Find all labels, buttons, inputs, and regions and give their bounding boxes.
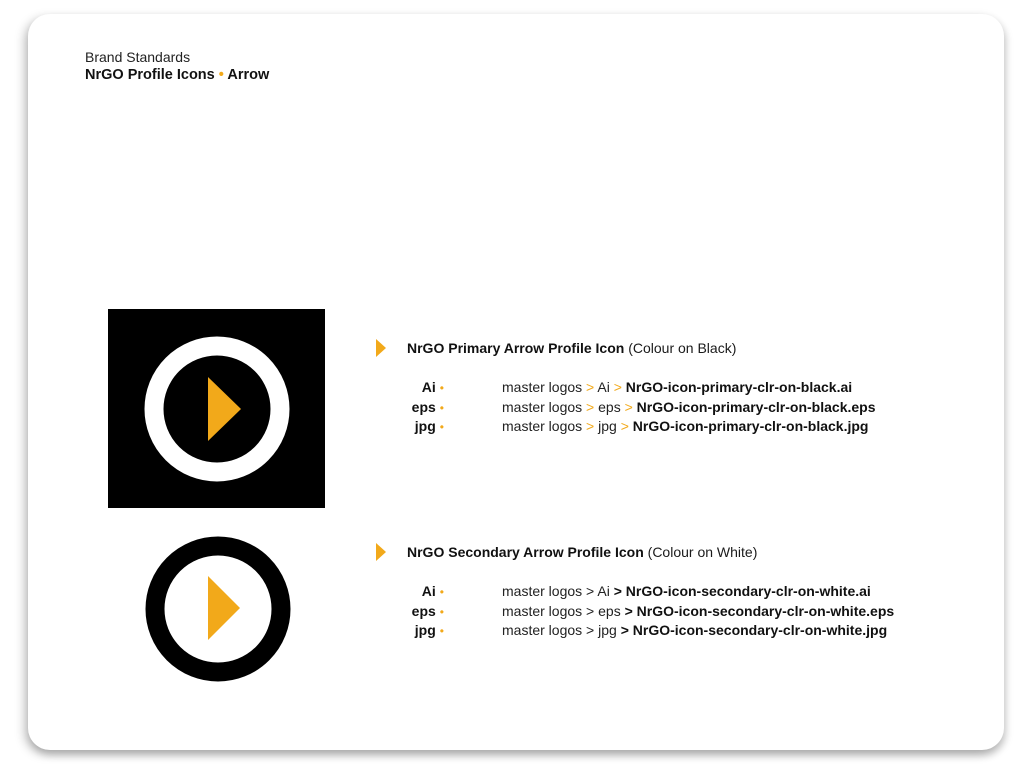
file-path: master logos > Ai > NrGO-icon-secondary-clr-on-white.ai bbox=[502, 583, 871, 599]
file-name: NrGO-icon-secondary-clr-on-white.eps bbox=[636, 602, 895, 619]
bullet-icon: • bbox=[439, 585, 444, 599]
bullet-icon: • bbox=[439, 381, 444, 395]
file-name: NrGO-icon-primary-clr-on-black.ai bbox=[625, 379, 853, 395]
format-label: Ai • bbox=[421, 379, 444, 395]
format-label: eps • bbox=[411, 602, 444, 619]
bullet-icon: • bbox=[439, 400, 444, 415]
format-label: eps • bbox=[411, 398, 444, 415]
file-path: master logos > Ai > NrGO-icon-primary-clr-on-black.ai bbox=[502, 379, 853, 395]
primary-arrow-icon-preview bbox=[108, 309, 325, 508]
section-title-note: (Colour on White) bbox=[647, 544, 758, 560]
format-label: jpg • bbox=[414, 622, 444, 638]
primary-arrow-icon bbox=[108, 309, 325, 508]
file-path: master logos > jpg > NrGO-icon-secondary-clr-on-white.jpg bbox=[502, 622, 888, 638]
file-path: master logos > eps > NrGO-icon-primary-clr-on-black.eps bbox=[502, 398, 876, 415]
file-name: NrGO-icon-secondary-clr-on-white.ai bbox=[625, 583, 871, 599]
file-name: NrGO-icon-primary-clr-on-black.eps bbox=[636, 398, 876, 415]
page-header bbox=[85, 48, 269, 85]
page-title-sub: Arrow bbox=[227, 67, 270, 83]
title-separator: • bbox=[218, 67, 224, 83]
secondary-arrow-icon bbox=[143, 536, 293, 686]
bullet-icon: • bbox=[439, 624, 444, 638]
page-title-main: NrGO Profile Icons bbox=[85, 67, 215, 83]
bullet-icon: • bbox=[439, 604, 444, 619]
page-title bbox=[85, 66, 269, 85]
triangle-bullet-icon bbox=[376, 339, 386, 357]
section-title-bold: NrGO Secondary Arrow Profile Icon bbox=[407, 544, 644, 560]
secondary-arrow-icon-preview bbox=[143, 536, 293, 686]
page-supertitle: Brand Standards bbox=[85, 49, 191, 65]
section-title-note: (Colour on Black) bbox=[628, 340, 737, 356]
bullet-icon: • bbox=[439, 420, 444, 434]
format-label: jpg • bbox=[414, 418, 444, 434]
file-name: NrGO-icon-primary-clr-on-black.jpg bbox=[632, 418, 869, 434]
file-name: NrGO-icon-secondary-clr-on-white.jpg bbox=[632, 622, 888, 638]
file-path: master logos > jpg > NrGO-icon-primary-clr-on-black.jpg bbox=[502, 418, 869, 434]
triangle-bullet-icon bbox=[376, 543, 386, 561]
file-path: master logos > eps > NrGO-icon-secondary-clr-on-white.eps bbox=[502, 602, 895, 619]
section-title-bold: NrGO Primary Arrow Profile Icon bbox=[407, 340, 625, 356]
format-label: Ai • bbox=[421, 583, 444, 599]
